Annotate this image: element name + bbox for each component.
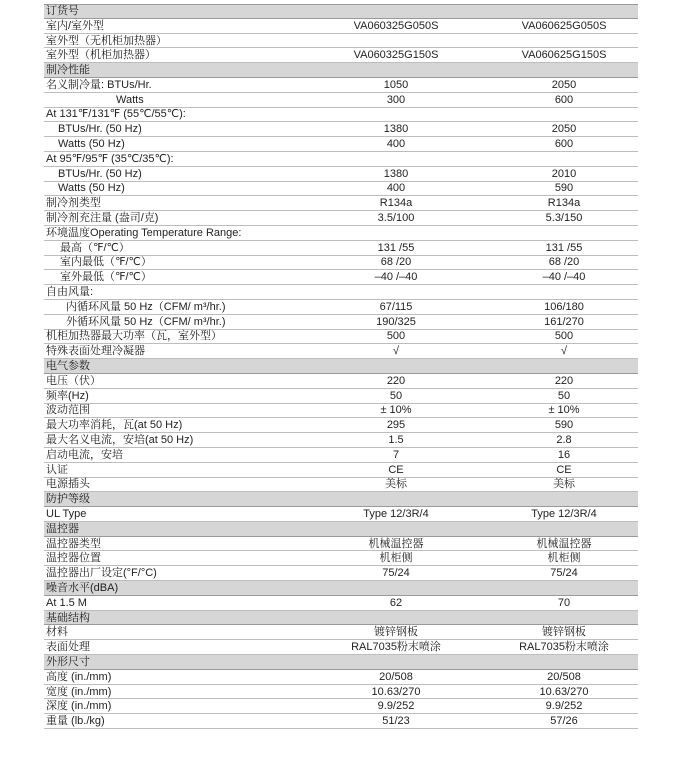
value-model-a: 190/325 xyxy=(376,315,416,328)
spec-row xyxy=(44,270,638,285)
spec-row xyxy=(44,551,638,566)
spec-row xyxy=(44,418,638,433)
spec-label: 内循环风量 50 Hz（CFM/ m³/hr.) xyxy=(66,300,226,313)
value-model-a: 20/508 xyxy=(379,670,413,683)
spec-label: 室外型（机柜加热器） xyxy=(46,49,156,62)
spec-label: 重量 (lb./kg) xyxy=(46,715,105,728)
spec-row xyxy=(44,566,638,581)
spec-label: 制冷剂充注量 (盎司/克) xyxy=(46,212,159,225)
value-model-b: 57/26 xyxy=(550,715,578,728)
value-model-a: 300 xyxy=(386,93,406,106)
spec-row xyxy=(44,211,638,226)
value-model-b: 68 /20 xyxy=(548,256,580,269)
spec-label: 最大名义电流，安培(at 50 Hz) xyxy=(46,434,194,447)
value-model-b: 70 xyxy=(557,596,571,609)
section-title: 温控器 xyxy=(46,522,79,535)
spec-row xyxy=(44,448,638,463)
spec-row xyxy=(44,226,638,241)
value-model-a: 1050 xyxy=(383,78,409,91)
value-model-a: √ xyxy=(392,345,400,358)
value-model-b: 50 xyxy=(557,389,571,402)
value-model-a: 500 xyxy=(386,330,406,343)
value-model-b: R134a xyxy=(547,197,581,210)
spec-label: Watts xyxy=(116,93,144,106)
value-model-b: 机械温控器 xyxy=(536,537,592,550)
value-model-a: VA060325G150S xyxy=(353,49,439,62)
spec-label: 宽度 (in./mm) xyxy=(46,685,112,698)
spec-row xyxy=(44,699,638,714)
value-model-a: 68 /20 xyxy=(380,256,412,269)
section-header-row xyxy=(44,4,638,19)
section-header-row xyxy=(44,522,638,537)
spec-row xyxy=(44,196,638,211)
spec-row xyxy=(44,463,638,478)
value-model-b: VA060625G050S xyxy=(521,19,607,32)
spec-row xyxy=(44,670,638,685)
section-header-row xyxy=(44,63,638,78)
spec-row xyxy=(44,48,638,63)
value-model-b: –40 /–40 xyxy=(542,271,586,284)
spec-row xyxy=(44,330,638,345)
spec-label: 最大功率消耗，瓦(at 50 Hz) xyxy=(46,419,183,432)
spec-label: 温控器类型 xyxy=(46,537,101,550)
spec-label: 环境温度Operating Temperature Range: xyxy=(46,226,242,239)
spec-label: At 1.5 M xyxy=(46,596,87,609)
spec-label: 温控器出厂设定(°F/°C) xyxy=(46,567,157,580)
spec-row xyxy=(44,241,638,256)
spec-row xyxy=(44,182,638,197)
value-model-b: 131 /55 xyxy=(545,241,583,254)
spec-label: 室内最低（℉/℃） xyxy=(60,256,152,269)
spec-row xyxy=(44,19,638,34)
spec-row xyxy=(44,640,638,655)
spec-row xyxy=(44,300,638,315)
value-model-b: 75/24 xyxy=(550,567,578,580)
spec-row xyxy=(44,34,638,49)
spec-row xyxy=(44,122,638,137)
value-model-b: RAL7035粉末喷涂 xyxy=(519,641,609,654)
value-model-a: 50 xyxy=(389,389,403,402)
spec-row xyxy=(44,714,638,729)
value-model-a: 3.5/100 xyxy=(377,212,415,225)
value-model-b: 220 xyxy=(554,374,574,387)
spec-label: 表面处理 xyxy=(46,641,90,654)
spec-row xyxy=(44,285,638,300)
value-model-a: 62 xyxy=(389,596,403,609)
value-model-a: 1380 xyxy=(383,123,409,136)
spec-label: 启动电流，安培 xyxy=(46,448,123,461)
value-model-a: 131 /55 xyxy=(377,241,415,254)
spec-row xyxy=(44,315,638,330)
value-model-b: √ xyxy=(560,345,568,358)
value-model-a: 295 xyxy=(386,419,406,432)
value-model-a: 400 xyxy=(386,182,406,195)
value-model-b: 9.9/252 xyxy=(545,700,583,713)
spec-row xyxy=(44,389,638,404)
section-title: 电气参数 xyxy=(46,360,90,373)
spec-label: 电源插头 xyxy=(46,478,90,491)
section-title: 订货号 xyxy=(46,5,79,18)
section-header-row xyxy=(44,611,638,626)
value-model-a: 镀锌钢板 xyxy=(374,626,418,639)
spec-label: 波动范围 xyxy=(46,404,90,417)
value-model-a: 67/115 xyxy=(379,300,413,313)
spec-label: UL Type xyxy=(46,508,87,520)
value-model-a: 机械温控器 xyxy=(368,537,424,550)
value-model-a: 220 xyxy=(386,374,406,387)
value-model-b: ± 10% xyxy=(548,404,580,417)
section-title: 基础结构 xyxy=(46,611,90,624)
section-title: 制冷性能 xyxy=(46,64,90,77)
spec-label: At 95℉/95℉ (35℃/35℃): xyxy=(46,152,174,165)
spec-row xyxy=(44,344,638,359)
spec-row xyxy=(44,93,638,108)
spec-label: Watts (50 Hz) xyxy=(58,182,125,195)
spec-row xyxy=(44,137,638,152)
value-model-b: 590 xyxy=(554,419,574,432)
spec-label: 室外最低（℉/℃） xyxy=(60,271,152,284)
spec-label: 温控器位置 xyxy=(46,552,101,565)
value-model-a: 美标 xyxy=(385,478,407,491)
spec-row xyxy=(44,167,638,182)
spec-row xyxy=(44,374,638,389)
spec-label: 深度 (in./mm) xyxy=(46,700,112,713)
spec-row xyxy=(44,433,638,448)
value-model-a: Type 12/3R/4 xyxy=(363,508,429,520)
value-model-b: 2050 xyxy=(551,78,577,91)
spec-label: 材料 xyxy=(46,626,68,639)
spec-row xyxy=(44,537,638,552)
spec-label: 认证 xyxy=(46,463,68,476)
value-model-b: 5.3/150 xyxy=(545,212,583,225)
spec-label: At 131℉/131℉ (55℃/55℃): xyxy=(46,108,186,121)
spec-label: 室外型（无机柜加热器） xyxy=(46,34,167,47)
section-title: 噪音水平(dBA) xyxy=(46,581,119,594)
value-model-b: 106/180 xyxy=(544,300,584,313)
section-header-row xyxy=(44,492,638,507)
section-title: 外形尺寸 xyxy=(46,655,90,668)
spec-label: 频率(Hz) xyxy=(46,389,89,402)
spec-label: 高度 (in./mm) xyxy=(46,670,112,683)
value-model-b: VA060625G150S xyxy=(521,49,607,62)
spec-row xyxy=(44,108,638,123)
value-model-a: 7 xyxy=(392,448,400,461)
value-model-b: 600 xyxy=(554,138,574,151)
spec-row xyxy=(44,685,638,700)
spec-row xyxy=(44,625,638,640)
spec-table xyxy=(44,4,638,729)
spec-row xyxy=(44,404,638,419)
spec-label: 自由风量: xyxy=(46,286,94,299)
value-model-a: CE xyxy=(388,463,404,476)
value-model-a: 400 xyxy=(386,138,406,151)
spec-label: 电压（伏） xyxy=(46,374,101,387)
value-model-b: 2010 xyxy=(551,167,577,180)
value-model-b: 机柜侧 xyxy=(547,552,581,565)
value-model-b: 500 xyxy=(554,330,574,343)
spec-label: 机柜加热器最大功率（瓦，室外型） xyxy=(46,330,222,343)
value-model-a: 75/24 xyxy=(382,567,410,580)
value-model-b: 161/270 xyxy=(544,315,584,328)
value-model-b: 2050 xyxy=(551,123,577,136)
section-header-row xyxy=(44,655,638,670)
spec-label: 名义制冷量: BTUs/Hr. xyxy=(46,78,152,91)
value-model-a: ± 10% xyxy=(380,404,412,417)
section-header-row xyxy=(44,581,638,596)
value-model-a: 1380 xyxy=(383,167,409,180)
value-model-a: 10.63/270 xyxy=(371,685,421,698)
spec-row xyxy=(44,78,638,93)
spec-label: BTUs/Hr. (50 Hz) xyxy=(58,123,142,136)
spec-row xyxy=(44,478,638,493)
value-model-a: 机柜侧 xyxy=(379,552,413,565)
value-model-b: Type 12/3R/4 xyxy=(531,508,597,520)
section-title: 防护等级 xyxy=(46,493,90,506)
value-model-b: 590 xyxy=(554,182,574,195)
value-model-b: 2.8 xyxy=(556,434,572,447)
spec-row xyxy=(44,256,638,271)
value-model-b: 10.63/270 xyxy=(539,685,589,698)
value-model-a: VA060325G050S xyxy=(353,19,439,32)
value-model-b: 镀锌钢板 xyxy=(542,626,586,639)
value-model-a: RAL7035粉末喷涂 xyxy=(351,641,441,654)
value-model-b: 20/508 xyxy=(547,670,581,683)
value-model-a: 51/23 xyxy=(382,715,410,728)
value-model-b: 16 xyxy=(557,448,571,461)
spec-label: Watts (50 Hz) xyxy=(58,138,125,151)
value-model-b: 美标 xyxy=(553,478,575,491)
spec-row xyxy=(44,596,638,611)
value-model-a: –40 /–40 xyxy=(374,271,418,284)
value-model-b: 600 xyxy=(554,93,574,106)
spec-label: 最高（℉/℃） xyxy=(60,241,130,254)
value-model-b: CE xyxy=(556,463,572,476)
value-model-a: 1.5 xyxy=(388,434,404,447)
spec-row xyxy=(44,507,638,522)
value-model-a: R134a xyxy=(379,197,413,210)
spec-label: BTUs/Hr. (50 Hz) xyxy=(58,167,142,180)
spec-label: 外循环风量 50 Hz（CFM/ m³/hr.) xyxy=(66,315,226,328)
section-header-row xyxy=(44,359,638,374)
spec-row xyxy=(44,152,638,167)
spec-label: 制冷剂类型 xyxy=(46,197,101,210)
value-model-a: 9.9/252 xyxy=(377,700,415,713)
spec-label: 室内/室外型 xyxy=(46,19,105,32)
spec-label: 特殊表面处理冷凝器 xyxy=(46,345,145,358)
